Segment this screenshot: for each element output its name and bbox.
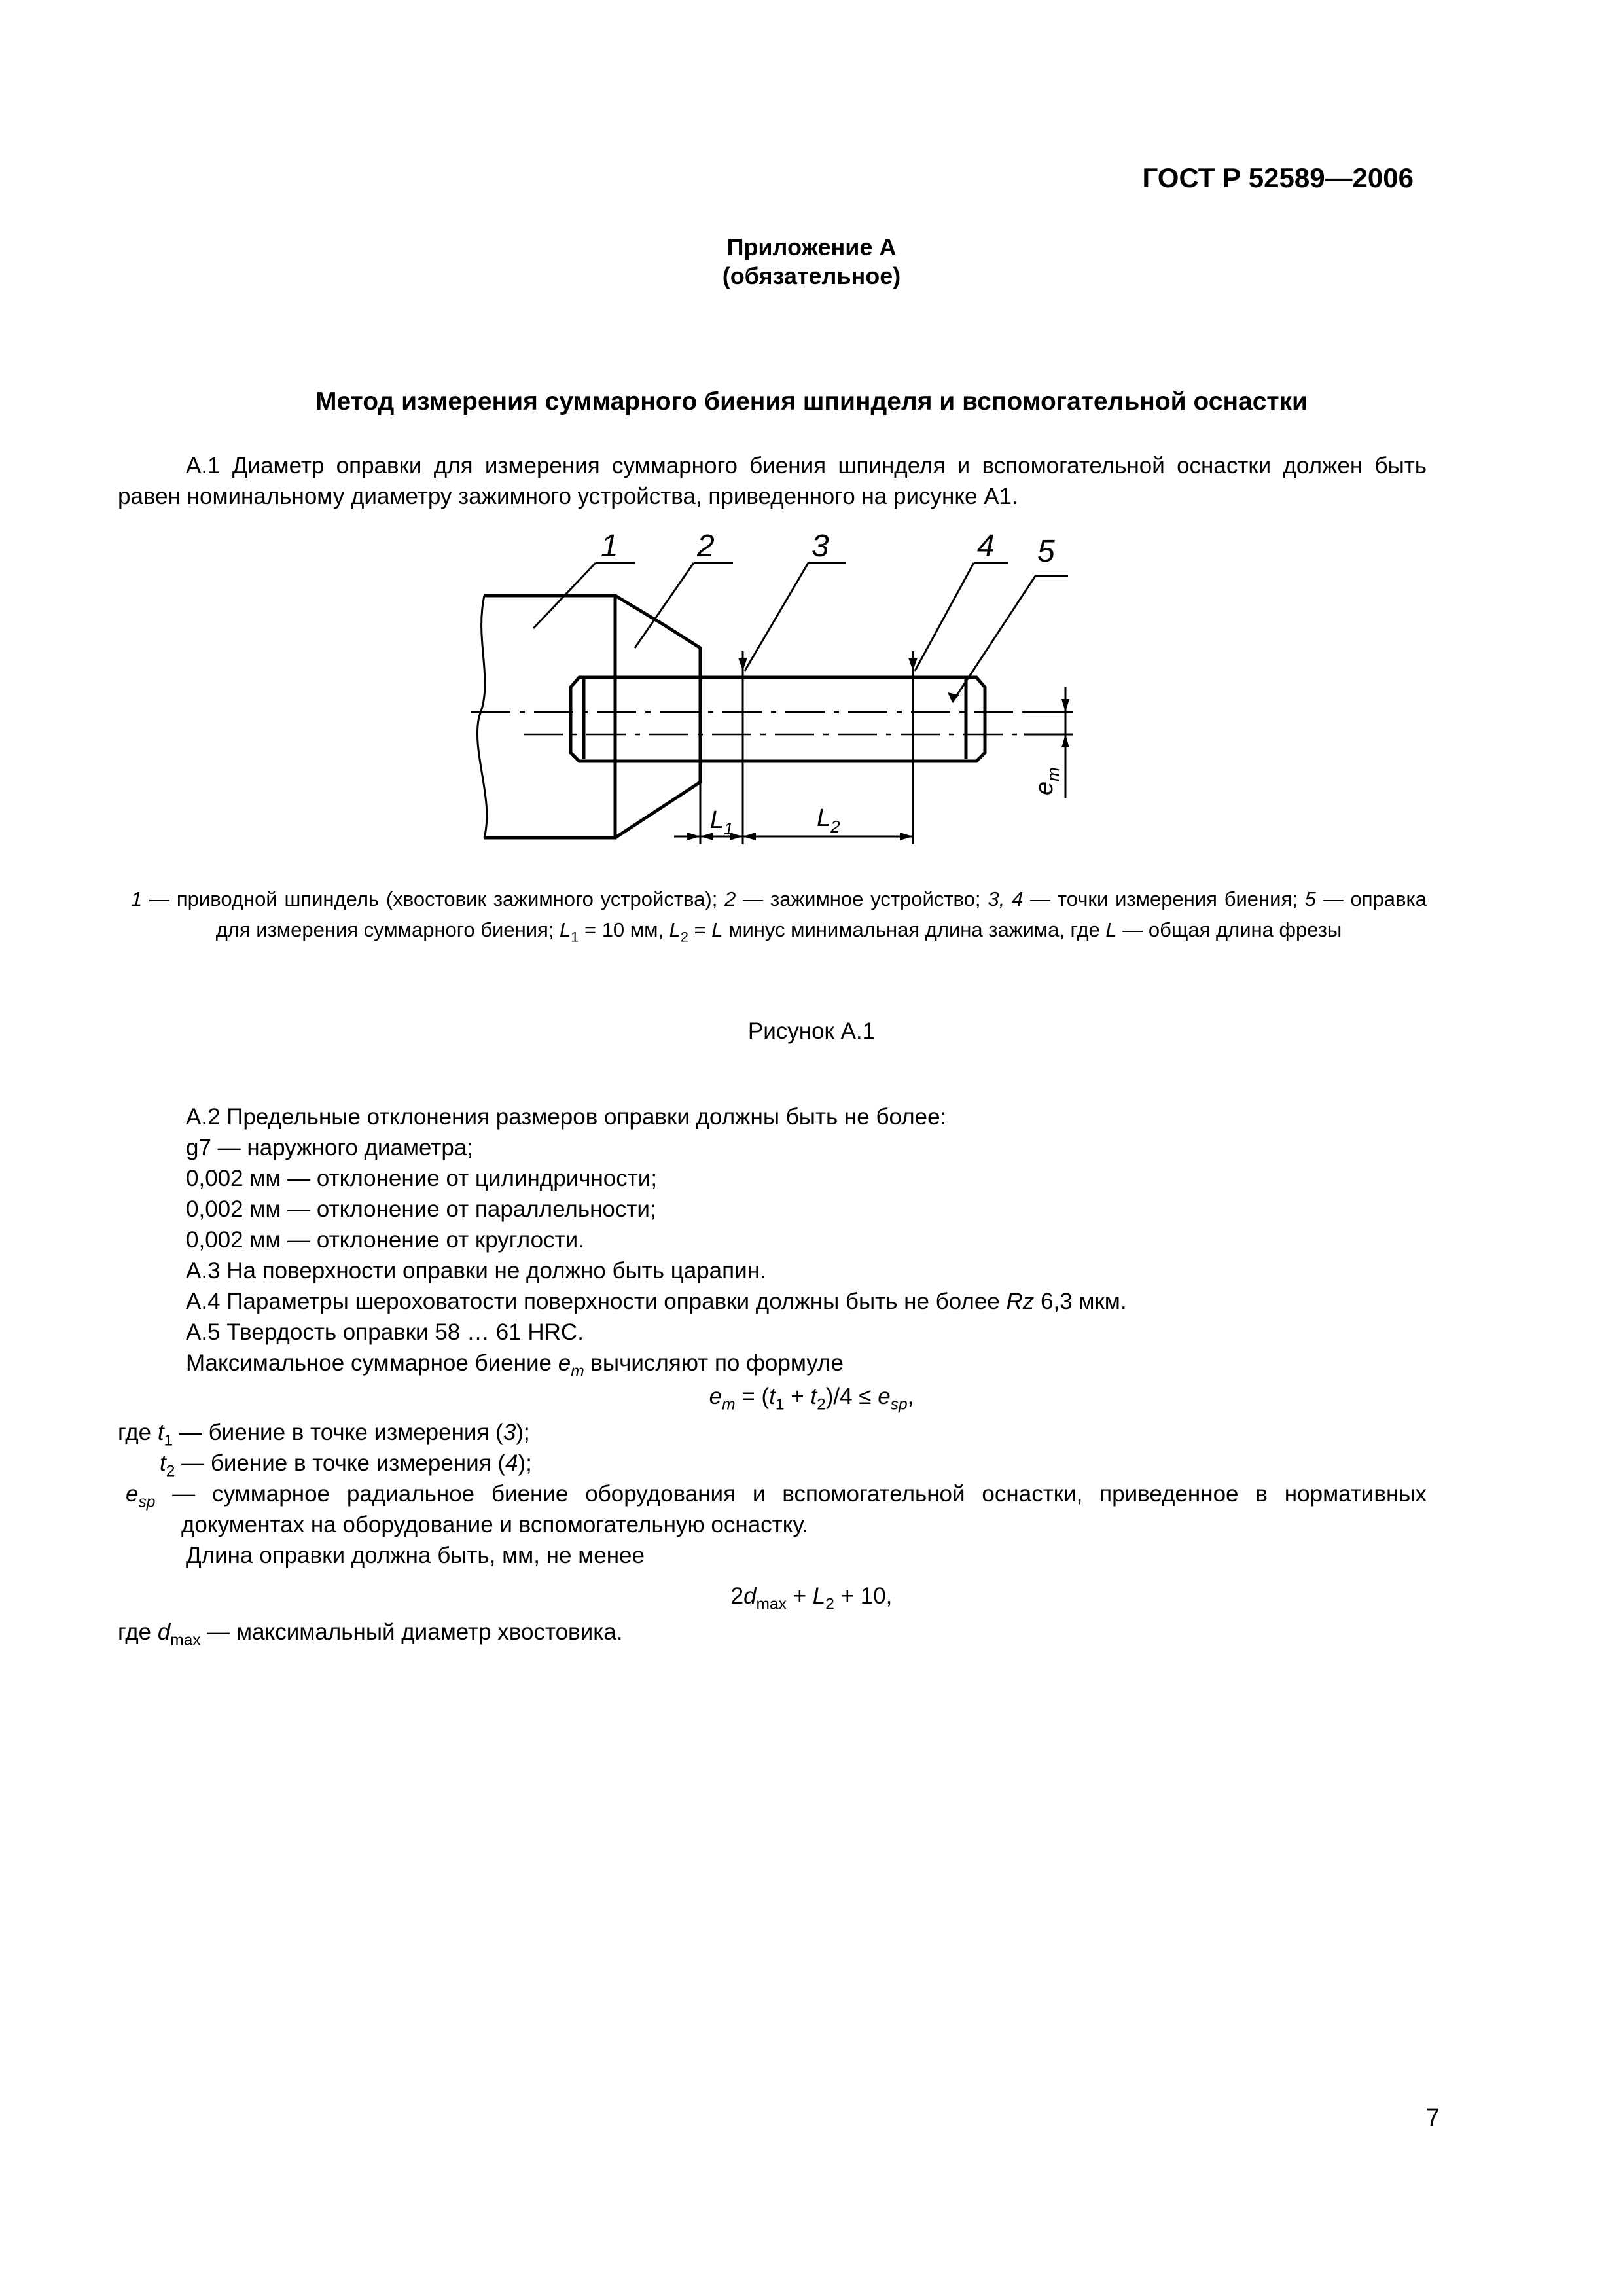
where-t1: где $t_1$ — биение в точке измерения (3); [118,1420,530,1450]
where-t2: $t_2$ — биение в точке измерения (4); [160,1450,532,1480]
a2-item: 0,002 мм — отклонение от параллельности; [186,1196,656,1222]
document-number: ГОСТ Р 52589—2006 [1142,162,1414,193]
mandrel-outline [571,677,985,761]
figure-a1 [432,524,1152,864]
paragraph-a1: А.1 Диаметр оправки для измерения суммарного биения шпинделя и вспомогательной оснастки должен быть равен номинальному диаметру зажимного устройства, приведенного на рисунке А1. [118,453,1427,509]
clamping-device-outline [615,596,700,838]
callout-4: 4 [977,529,995,564]
a2-item: 0,002 мм — отклонение от цилиндричности; [186,1166,658,1191]
a2-intro: А.2 Предельные отклонения размеров оправки должны быть не более: [186,1104,947,1130]
formula-em: $e_m = (t_1 + t_2)/4 \le e_{sp}$, [709,1384,914,1414]
leader-3 [745,563,808,671]
spindle-outline [484,596,615,838]
dim-l2-label: $L_2$ [817,804,840,836]
annex-title: Приложение А [726,234,897,260]
dim-l1-label: $L_1$ [710,806,734,838]
page-number: 7 [1425,2104,1440,2132]
length-text: Длина оправки должна быть, мм, не менее [186,1543,645,1568]
callout-3: 3 [812,529,829,564]
dim-em-label: $e_m$ [1031,767,1063,795]
where-esp: $e_{sp}$ — суммарное радиальное биение оборудования и вспомогательной оснастки, приведенное в нормативных документах на оборудование и вспомогательную оснастку. [126,1481,1427,1537]
paragraph-a4: А.4 Параметры шероховатости поверхности оправки должны быть не более Rz 6,3 мкм. [186,1289,1127,1314]
callout-5: 5 [1037,534,1055,569]
figure-a1-drawing [432,524,1152,864]
where-dmax: где $d_{max}$ — максимальный диаметр хвостовика. [118,1619,623,1649]
callout-2: 2 [697,529,715,564]
spindle-break-line [477,596,486,838]
section-title: Метод измерения суммарного биения шпинделя и вспомогательной оснастки [315,387,1308,416]
max-runout-intro: Максимальное суммарное биение $e_m$ вычисляют по формуле [186,1350,844,1380]
callout-1: 1 [601,529,618,564]
paragraph-a5: А.5 Твердость оправки 58 … 61 HRC. [186,1319,584,1345]
paragraph-a3: А.3 На поверхности оправки не должно быть царапин. [186,1258,766,1283]
a2-item: 0,002 мм — отклонение от круглости. [186,1227,584,1253]
figure-caption: 1 — приводной шпиндель (хвостовик зажимного устройства); 2 — зажимное устройство; 3, 4 — точки измерения биения; 5 — оправка для измерения суммарного биения; $L_1 = 10$ мм, $L_2 = L$ минус минимальная длина зажима, где L — общая длина фрезы [131,888,1427,945]
leader-2 [635,563,694,648]
formula-length: $2d_{max} + L_2 + 10$, [730,1583,893,1613]
annex-status: (обязательное) [722,262,901,289]
leader-5 [952,576,1035,702]
figure-title: Рисунок А.1 [747,1018,876,1044]
a2-item: g7 — наружного диаметра; [186,1135,474,1160]
leader-4 [915,563,974,671]
